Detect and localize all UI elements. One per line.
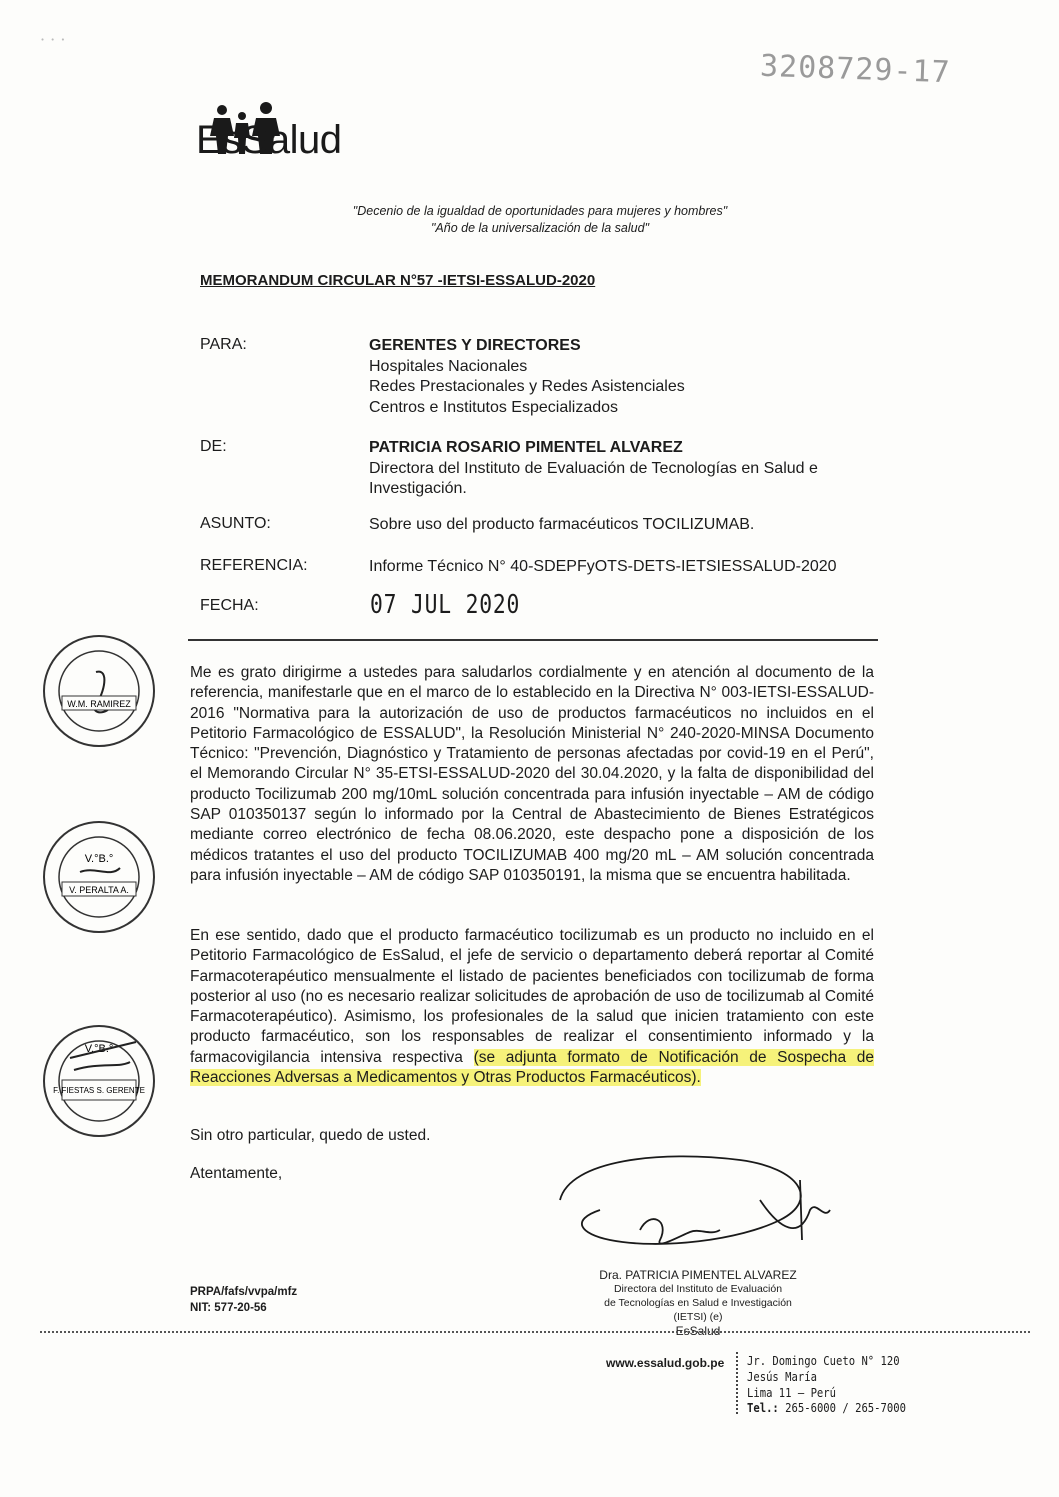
para-recipients [369,336,685,418]
signatory-org: EsSalud [675,1324,721,1338]
stamp-vb: V.°B.° [84,853,114,865]
de-line: PATRICIA ROSARIO PIMENTEL ALVAREZ [369,439,683,456]
margin-scribble: · · · [40,30,66,49]
de-label: DE: [200,438,227,455]
signatory-name: Dra. PATRICIA PIMENTEL ALVAREZ [599,1268,797,1282]
stamp-name: V. PERALTA A. [69,885,129,895]
closing-line: Sin otro particular, quedo de usted. [190,1127,431,1144]
referencia-label: REFERENCIA: [200,557,308,574]
address-line: Jr. Domingo Cueto N° 120 [747,1354,900,1368]
footer-divider [40,1331,1030,1336]
asunto-label: ASUNTO: [200,515,271,532]
fecha-label: FECHA: [200,597,259,614]
phone-label: Tel.: [747,1401,779,1416]
asunto-value: Sobre uso del producto farmacéuticos TOCILIZUMAB. [369,516,755,533]
decade-motto: "Decenio de la igualdad de oportunidades para mujeres y hombres" [352,204,728,218]
footer-separator [736,1352,739,1414]
body-paragraph-2 [190,926,874,1088]
referencia-value: Informe Técnico N° 40-SDEPFyOTS-DETS-IETSIESSALUD-2020 [369,558,837,575]
logo-wordmark: EsSalud [196,118,342,162]
phone-value: 265-6000 / 265-7000 [785,1401,906,1416]
signatory-role-2: de Tecnologías en Salud e Investigación (IETSI) (e) [604,1297,792,1323]
para-line: Redes Prestacionales y Redes Asistenciales [369,378,685,395]
address-line: Lima 11 – Perú [747,1385,837,1400]
approval-stamp-1-icon [40,632,158,750]
signatory-block [598,1268,798,1338]
highlighted-attachment-note: (se adjunta formato de Notificación de Sospecha de Reacciones Adversas a Medicamentos y Otras Productos Farmacéuticos). [190,1048,875,1087]
stamp-vb: V.°B.° [84,1043,114,1055]
de-sender [369,438,818,500]
paragraph-2-text: En ese sentido, dado que el producto farmacéutico tocilizumab es un producto no incluido en el Petitorio Farmacológico de EsSalud, el jefe de servicio o departamento deberá reportar al Comité Farmacoterapéutico mensualmente el listado de pacientes beneficiados con tocilizumab de forma posterior al uso (no es necesario realizar solicitudes de aprobación de uso de tocilizumab al Comité Farmacoterapéutico). Asimismo, los profesionales de la salud que inicien tratamiento con este producto farmacéutico, son los responsables de realizar el consentimiento informado y la farmacovigilancia intensiva respectiva [190,927,874,1066]
address-line: Jesús María [747,1369,817,1384]
handwritten-reference-number: 3208729-17 [759,48,952,91]
initials-line: PRPA/fafs/vvpa/mfz [190,1286,298,1298]
handwritten-signature-icon [540,1140,840,1270]
para-line: GERENTES Y DIRECTORES [369,337,581,354]
footer-website[interactable]: www.essalud.gob.pe [606,1356,725,1370]
body-paragraph-1: Me es grato dirigirme a ustedes para saludarlos cordialmente y en atención al documento de la referencia, manifestarle que en el marco de lo establecido en la Directiva N° 003-IETSI-ESSALUD-2016 "Normativa para la autorización de uso de productos farmacéuticos no incluidos en el Petitorio Farmacológico de ESSALUD", la Resolución Ministerial N° 240-2020-MINSA Documento Técnico: "Prevención, Diagnóstico y Tratamiento de personas afectadas por covid-19 en el Perú", el Memorando Circular N° 35-ETSI-ESSALUD-2020 del 30.04.2020, y la falta de disponibilidad del producto Tocilizumab 200 mg/10mL solución concentrada para infusión inyectable – AM de código SAP 010350137 según lo informado por la Central de Abastecimiento de Bienes Estratégicos mediante correo electrónico de fecha 08.06.2020, este despacho pone a disposición de los médicos tratantes el uso del producto TOCILIZUMAB 400 mg/20 mL – AM solución concentrada para infusión inyectable – AM de código SAP 010350191, la misma que se encuentra habilitada. [190,664,874,884]
signatory-role-1: Directora del Instituto de Evaluación [613,1283,783,1295]
de-line: Investigación. [369,480,467,497]
footer-address [747,1354,906,1417]
header-divider [188,639,878,641]
nit-line: NIT: 577-20-56 [190,1302,267,1314]
year-motto: "Año de la universalización de la salud" [430,221,650,235]
para-label: PARA: [200,336,247,353]
stamp-name: F. FIESTAS S. GERENTE [53,1086,145,1095]
de-line: Directora del Instituto de Evaluación de Tecnologías en Salud e [369,459,818,477]
para-line: Hospitales Nacionales [369,357,528,375]
memo-title: MEMORANDUM CIRCULAR N°57 -IETSI-ESSALUD-2020 [200,272,596,289]
phone-line [747,1401,906,1417]
approval-stamp-2-icon [40,818,158,936]
fecha-stamp: 07 JUL 2020 [370,590,521,620]
sign-off: Atentamente, [190,1165,283,1182]
para-line: Centros e Institutos Especializados [369,398,619,416]
reference-initials [190,1284,297,1316]
stamp-name: W.M. RAMIREZ [67,699,131,709]
approval-stamp-3-icon [40,1022,158,1140]
